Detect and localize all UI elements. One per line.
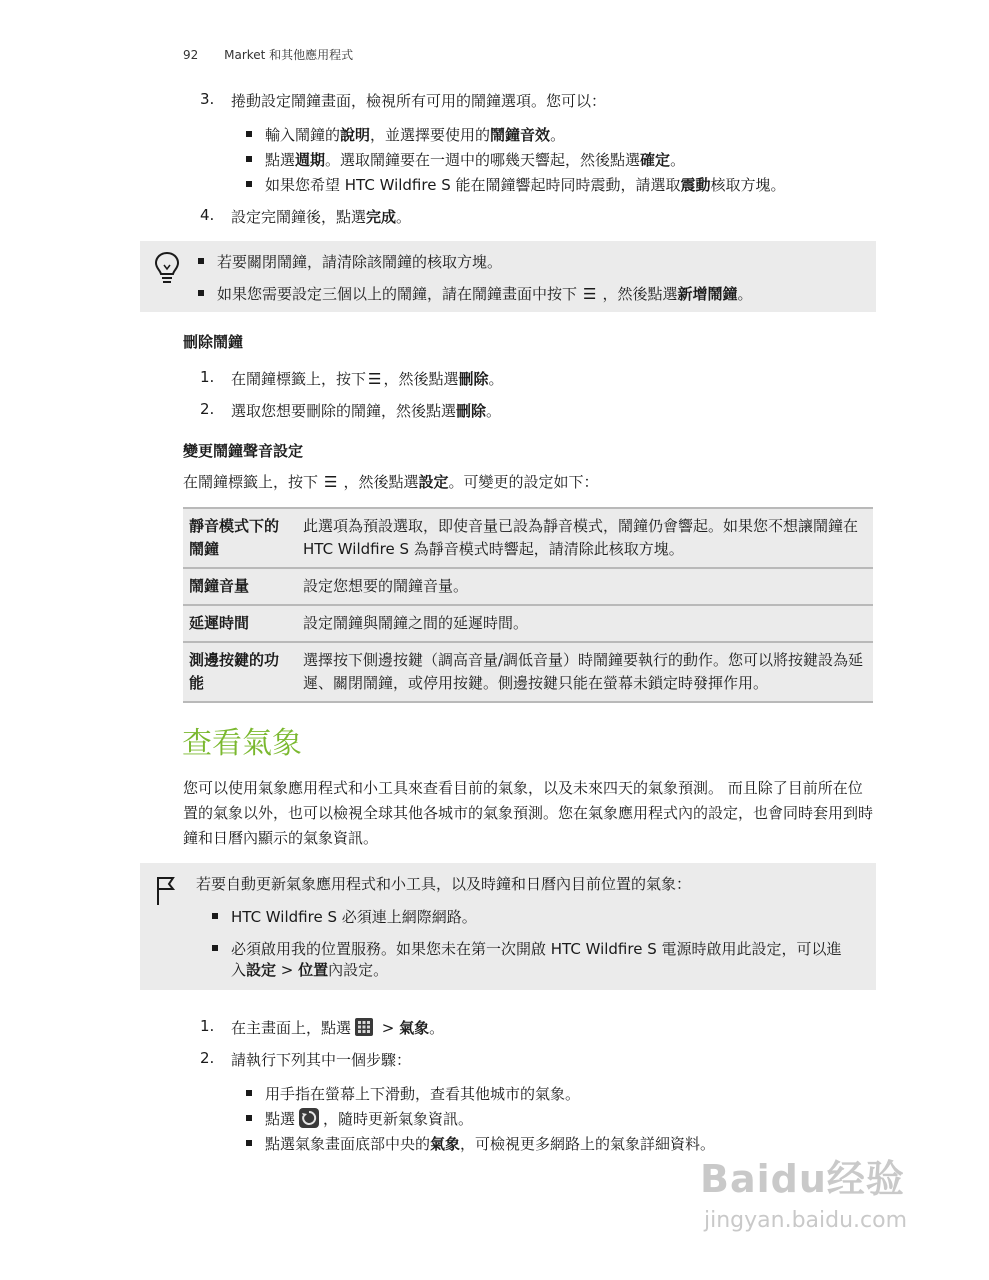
list-item: 用手指在螢幕上下滑動，查看其他城市的氣象。 [246, 1083, 580, 1104]
refresh-icon [299, 1108, 319, 1128]
section-heading: 變更鬧鐘聲音設定 [183, 442, 304, 460]
watermark [700, 1148, 908, 1233]
table-key: 延遲時間 [183, 605, 297, 642]
table-row [183, 642, 873, 702]
list-item: 若要關閉鬧鐘，請清除該鬧鐘的核取方塊。 [198, 251, 502, 272]
step-number: 3. [200, 90, 215, 108]
watermark-logo: Baidu经验 [700, 1157, 905, 1201]
lightbulb-icon [154, 251, 180, 285]
table-row [183, 605, 873, 642]
bullet-icon [246, 131, 252, 137]
list-item: HTC Wildfire S 必須連上網際網路。 [212, 906, 477, 927]
table-value: 選擇按下側邊按鍵（調高音量/調低音量）時鬧鐘要執行的動作。您可以將按鍵設為延遲、關閉鬧鐘，或停用按鍵。側邊按鍵只能在螢幕未鎖定時發揮作用。 [297, 642, 873, 702]
menu-icon: ☰ [368, 370, 382, 388]
list-item: 如果您需要設定三個以上的鬧鐘，請在鬧鐘畫面中按下 ☰ ，然後點選新增鬧鐘。 [198, 283, 753, 304]
step-text: 設定完鬧鐘後，點選完成。 [231, 208, 412, 226]
bullet-icon [212, 945, 218, 951]
bullet-icon [246, 181, 252, 187]
table-value: 此選項為預設選取，即使音量已設為靜音模式，鬧鐘仍會響起。如果您不想讓鬧鐘在 HTC Wildfire S 為靜音模式時響起，請清除此核取方塊。 [297, 508, 873, 568]
table-key: 靜音模式下的鬧鐘 [183, 508, 297, 568]
list-item: 點選 ，隨時更新氣象資訊。 [246, 1108, 473, 1130]
list-item: 必須啟用我的位置服務。如果您未在第一次開啟 HTC Wildfire S 電源時啟用此設定，可以進 入設定 > 位置內設定。 [212, 938, 842, 980]
list-item: 點選氣象畫面底部中央的氣象，可檢視更多網路上的氣象詳細資料。 [246, 1133, 715, 1154]
table-key: 測邊按鍵的功能 [183, 642, 297, 702]
page-number: 92 [183, 48, 199, 62]
list-item: 輸入鬧鐘的說明，並選擇要使用的鬧鐘音效。 [246, 124, 565, 145]
step-number: 4. [200, 206, 215, 224]
section-title: 查看氣象 [182, 726, 302, 761]
table-row [183, 508, 873, 568]
note-lead: 若要自動更新氣象應用程式和小工具，以及時鐘和日曆內目前位置的氣象： [196, 875, 692, 893]
all-apps-icon [355, 1018, 373, 1036]
settings-table [183, 507, 873, 703]
list-item: 點選週期。選取鬧鐘要在一週中的哪幾天響起，然後點選確定。 [246, 149, 685, 170]
menu-icon: ☰ [583, 285, 597, 303]
menu-icon: ☰ [324, 473, 338, 491]
instruction-text: 在鬧鐘標籤上，按下 ☰ ，然後點選設定。可變更的設定如下： [183, 473, 599, 491]
running-header [183, 46, 353, 63]
bullet-icon [246, 1140, 252, 1146]
bullet-icon [246, 156, 252, 162]
watermark-url: jingyan.baidu.com [704, 1208, 908, 1233]
section-heading: 刪除鬧鐘 [183, 333, 244, 351]
bullet-icon [246, 1090, 252, 1096]
chapter-title: Market 和其他應用程式 [224, 48, 354, 62]
bullet-icon [212, 913, 218, 919]
table-row [183, 568, 873, 605]
table-value: 設定您想要的鬧鐘音量。 [297, 568, 873, 605]
tip-box [140, 241, 876, 312]
table-key: 鬧鐘音量 [183, 568, 297, 605]
list-item: 如果您希望 HTC Wildfire S 能在鬧鐘響起時同時震動，請選取震動核取方塊。 [246, 174, 786, 195]
note-box [140, 863, 876, 990]
flag-icon [154, 875, 176, 907]
bullet-icon [246, 1115, 252, 1121]
bullet-icon [198, 258, 204, 264]
body-paragraph: 您可以使用氣象應用程式和小工具來查看目前的氣象，以及未來四天的氣象預測。 而且除了目前所在位置的氣象以外，也可以檢視全球其他各城市的氣象預測。您在氣象應用程式內的設定，也會同時套用到時鐘和日曆內顯示的氣象資訊。 [183, 779, 874, 847]
table-value: 設定鬧鐘與鬧鐘之間的延遲時間。 [297, 605, 873, 642]
step-text: 捲動設定鬧鐘畫面，檢視所有可用的鬧鐘選項。您可以： [231, 92, 607, 110]
bullet-icon [198, 290, 204, 296]
